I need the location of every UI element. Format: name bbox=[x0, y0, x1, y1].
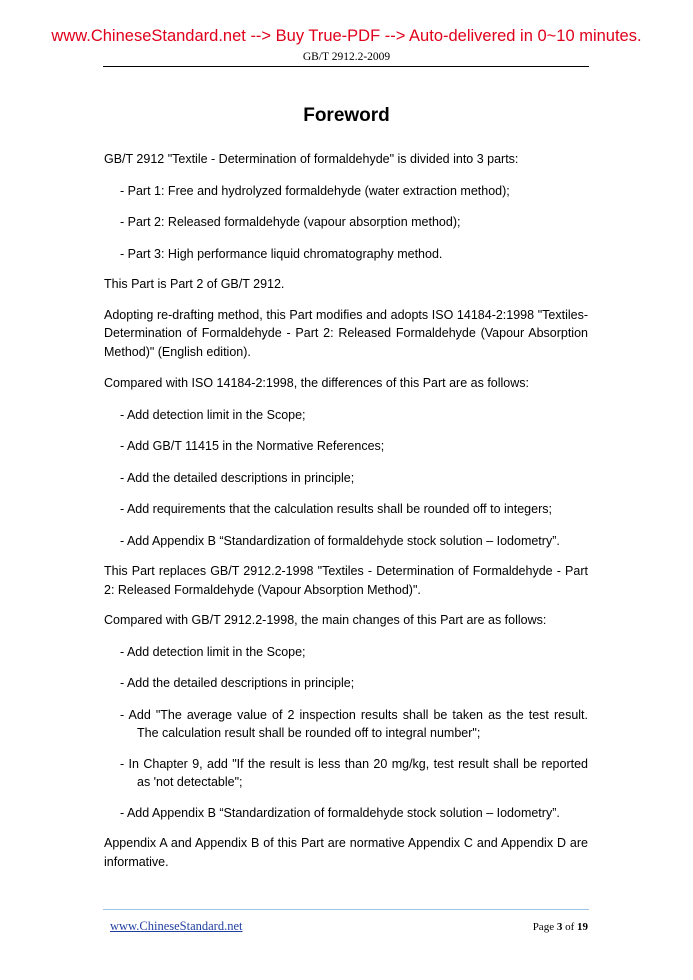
list-item: - Add detection limit in the Scope; bbox=[120, 644, 306, 659]
paragraph: GB/T 2912 "Textile - Determination of formaldehyde" is divided into 3 parts: bbox=[104, 152, 519, 166]
page-number bbox=[533, 921, 588, 933]
list-item: - In Chapter 9, add "If the result is less than 20 mg/kg, test result shall be reported as 'not detectable"; bbox=[120, 756, 588, 789]
list-item: - Add GB/T 11415 in the Normative References; bbox=[120, 439, 385, 453]
paragraph: Adopting re-drafting method, this Part modifies and adopts ISO 14184-2:1998 "Textiles-Determination of Formaldehyde - Part 2: Released Formaldehyde (Vapour Absorption Method)" (English edition). bbox=[104, 307, 588, 359]
document-body bbox=[104, 150, 588, 871]
page-title: Foreword bbox=[303, 105, 390, 126]
list-item: - Add Appendix B “Standardization of formaldehyde stock solution – Iodometry”. bbox=[120, 805, 560, 820]
page-total: 19 bbox=[577, 921, 588, 933]
header-divider bbox=[103, 66, 589, 67]
list-item: - Part 3: High performance liquid chromatography method. bbox=[120, 246, 443, 261]
document-id: GB/T 2912.2-2009 bbox=[302, 51, 391, 63]
page-current: 3 bbox=[556, 921, 563, 933]
list-item: - Add the detailed descriptions in principle; bbox=[120, 676, 355, 690]
list-item: - Add detection limit in the Scope; bbox=[120, 407, 306, 422]
list-item: - Part 1: Free and hydrolyzed formaldehyde (water extraction method); bbox=[120, 183, 510, 198]
paragraph: Compared with ISO 14184-2:1998, the differences of this Part are as follows: bbox=[104, 376, 529, 390]
list-item: - Add Appendix B “Standardization of formaldehyde stock solution – Iodometry”. bbox=[120, 533, 560, 548]
paragraph: Compared with GB/T 2912.2-1998, the main changes of this Part are as follows: bbox=[104, 613, 547, 627]
footer-divider bbox=[103, 909, 589, 910]
footer-website-link[interactable]: www.ChineseStandard.net bbox=[110, 919, 243, 933]
paragraph: This Part is Part 2 of GB/T 2912. bbox=[104, 277, 285, 291]
promo-banner[interactable]: www.ChineseStandard.net --> Buy True-PDF --> Auto-delivered in 0~10 minutes. bbox=[51, 27, 642, 45]
list-item: - Add requirements that the calculation results shall be rounded off to integers; bbox=[120, 502, 552, 516]
page-prefix: Page bbox=[532, 921, 555, 933]
list-item: - Part 2: Released formaldehyde (vapour absorption method); bbox=[120, 215, 461, 229]
paragraph: Appendix A and Appendix B of this Part are normative Appendix C and Appendix D are informative. bbox=[104, 836, 588, 869]
list-item: - Add the detailed descriptions in principle; bbox=[120, 470, 355, 485]
page-of: of bbox=[565, 921, 575, 933]
paragraph: This Part replaces GB/T 2912.2-1998 "Textiles - Determination of Formaldehyde - Part 2: Released Formaldehyde (Vapour Absorption Method)". bbox=[104, 564, 588, 597]
list-item: - Add "The average value of 2 inspection results shall be taken as the test result. The calculation result shall be rounded off to integral number"; bbox=[120, 707, 588, 740]
